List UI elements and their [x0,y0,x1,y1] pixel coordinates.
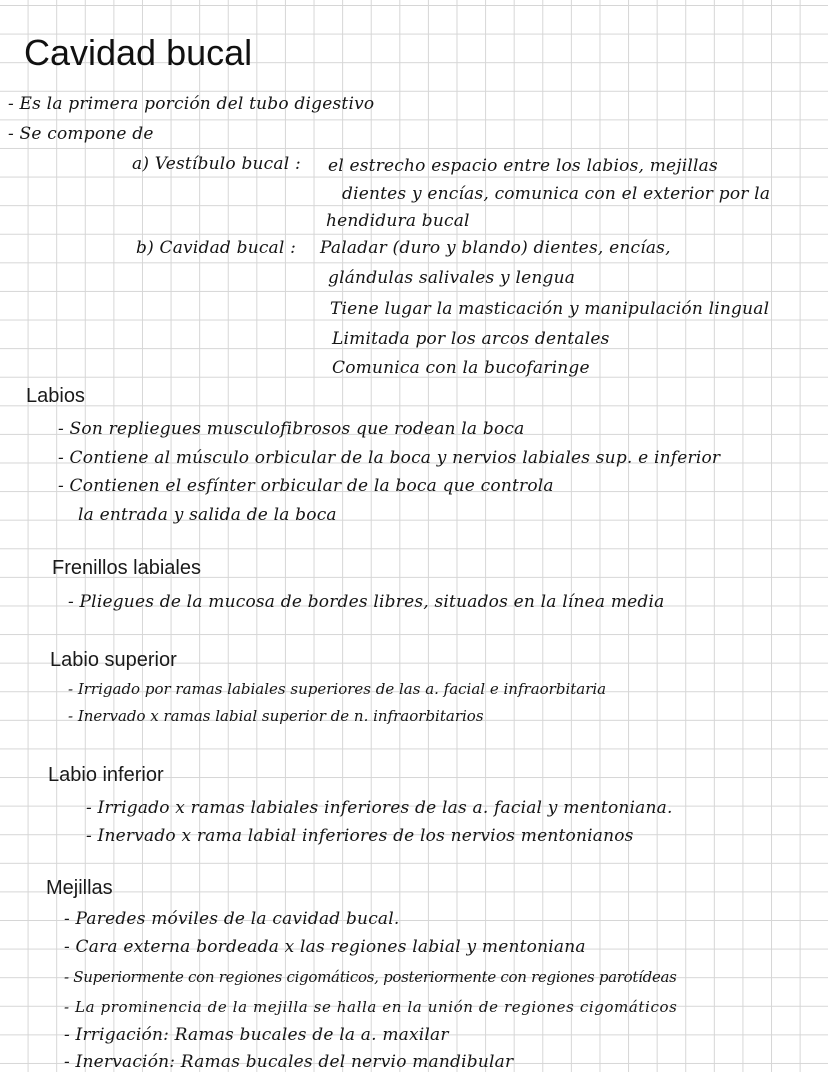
section-heading-labio-superior: Labio superior [50,649,177,671]
section-heading-labio-inferior: Labio inferior [48,764,164,786]
part-a-line: dientes y encías, comunica con el exterior por la [342,184,771,204]
mejillas-line: - Superiormente con regiones cigomáticos, posteriormente con regiones parotídeas [64,968,677,986]
part-b-line: Comunica con la bucofaringe [332,358,590,378]
labios-line: la entrada y salida de la boca [78,505,337,525]
section-heading-mejillas: Mejillas [46,877,113,899]
mejillas-line: - La prominencia de la mejilla se halla en la unión de regiones cigomáticos [64,998,678,1016]
labio-superior-line: - Irrigado por ramas labiales superiores de las a. facial e infraorbitaria [68,680,607,698]
part-a-label: a) Vestíbulo bucal : [132,154,301,174]
part-b-line: Paladar (duro y blando) dientes, encías, [320,238,671,258]
intro-line: - Es la primera porción del tubo digestivo [8,94,375,114]
mejillas-line: - Cara externa bordeada x las regiones labial y mentoniana [64,937,586,957]
section-heading-frenillos: Frenillos labiales [52,557,201,579]
intro-line: - Se compone de [8,124,154,144]
page-title: Cavidad bucal [24,32,253,73]
labios-line: - Contienen el esfínter orbicular de la boca que controla [58,476,554,496]
section-heading-labios: Labios [26,385,85,407]
part-a-line: el estrecho espacio entre los labios, mejillas [328,156,718,176]
part-b-line: Tiene lugar la masticación y manipulación lingual [330,299,770,319]
labio-superior-line: - Inervado x ramas labial superior de n. infraorbitarios [68,707,484,725]
part-b-line: Limitada por los arcos dentales [332,329,610,349]
labios-line: - Son repliegues musculofibrosos que rodean la boca [58,419,525,439]
part-b-label: b) Cavidad bucal : [136,238,297,258]
mejillas-line: - Paredes móviles de la cavidad bucal. [64,909,400,929]
part-b-line: glándulas salivales y lengua [328,268,576,288]
frenillos-line: - Pliegues de la mucosa de bordes libres, situados en la línea media [68,592,665,612]
labio-inferior-line: - Inervado x rama labial inferiores de los nervios mentonianos [86,826,634,846]
mejillas-line: - Irrigación: Ramas bucales de la a. maxilar [64,1025,449,1045]
labios-line: - Contiene al músculo orbicular de la boca y nervios labiales sup. e inferior [58,448,721,468]
labio-inferior-line: - Irrigado x ramas labiales inferiores de las a. facial y mentoniana. [86,798,673,818]
mejillas-line: - Inervación: Ramas bucales del nervio mandibular [64,1052,514,1072]
part-a-line: hendidura bucal [326,211,470,231]
